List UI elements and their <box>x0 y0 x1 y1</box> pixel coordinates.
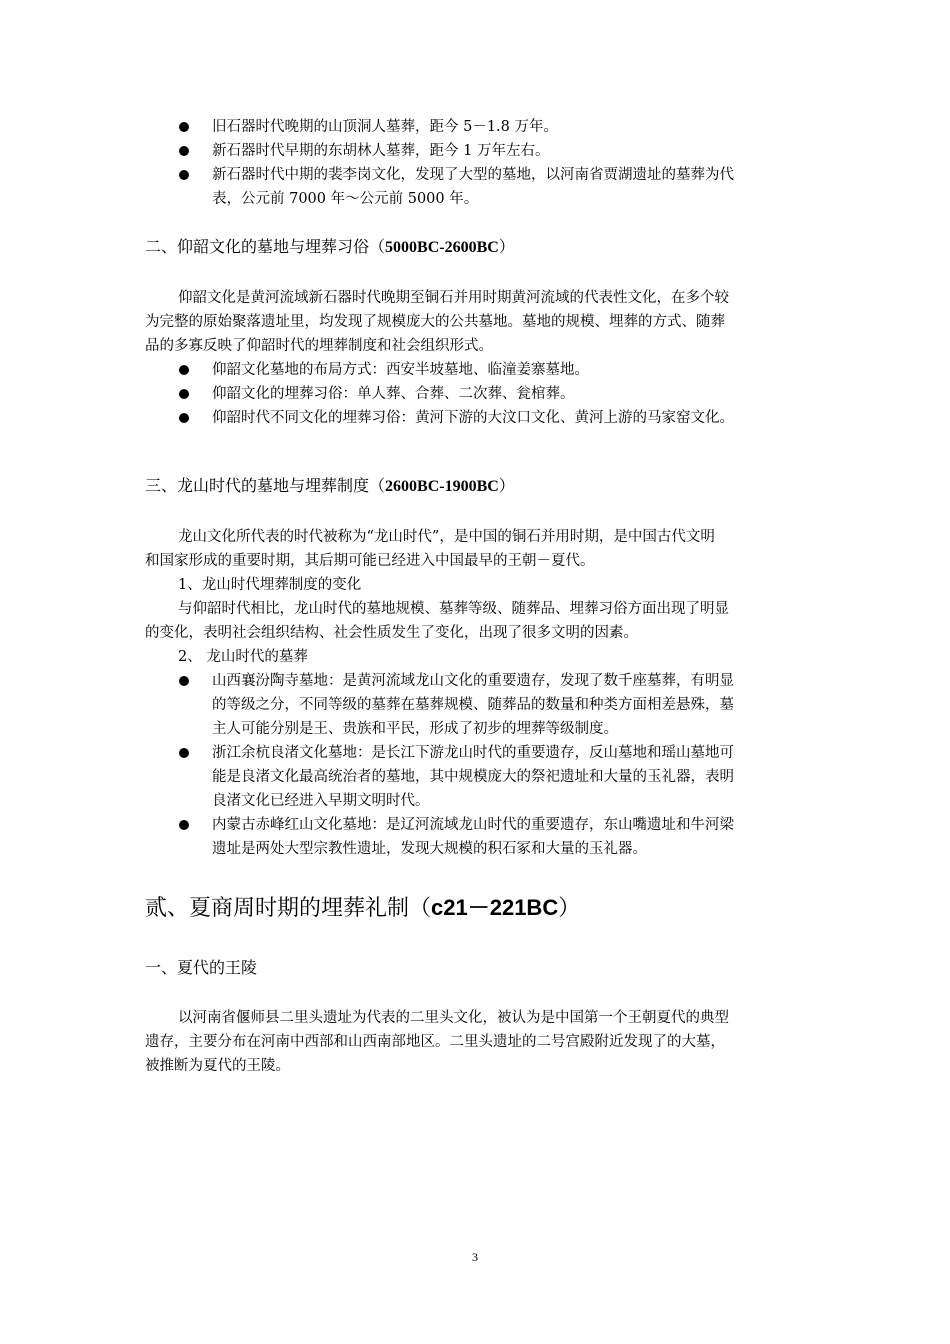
paragraph <box>145 525 810 573</box>
bullet-text: 山西襄汾陶寺墓地：是黄河流域龙山文化的重要遗存，发现了数千座墓葬，有明显 <box>212 673 734 689</box>
list-item <box>145 813 810 861</box>
heading-text: 一、夏代的王陵 <box>145 958 258 977</box>
bullet-icon <box>179 122 189 132</box>
bullet-icon <box>179 748 189 758</box>
bullet-text: 良渚文化已经进入早期文明时代。 <box>212 793 430 809</box>
paragraph <box>145 286 810 358</box>
list-item <box>145 139 810 163</box>
bullet-icon <box>179 170 189 180</box>
heading-date-range: 2600BC-1900BC <box>385 478 499 495</box>
page-number: 3 <box>472 1250 478 1264</box>
heading-text: ） <box>498 476 515 495</box>
list-item <box>145 115 810 139</box>
list-item <box>145 406 810 430</box>
bullet-text: 内蒙古赤峰红山文化墓地：是辽河流域龙山时代的重要遗存，东山嘴遗址和牛河梁 <box>212 817 734 833</box>
bullet-text: 浙江余杭良渚文化墓地：是长江下游龙山时代的重要遗存，反山墓地和瑶山墓地可 <box>212 745 734 761</box>
list-item <box>145 382 810 406</box>
bullet-text: 仰韶文化的埋葬习俗：单人葬、合葬、二次葬、瓮棺葬。 <box>212 386 575 402</box>
heading-date-range: 5000BC-2600BC <box>385 239 499 256</box>
bullet-icon <box>179 365 189 375</box>
page-content <box>145 115 810 1078</box>
heading-date-range: c21－221BC <box>431 895 559 920</box>
paragraph-line: 与仰韶时代相比，龙山时代的墓地规模、墓葬等级、随葬品、埋葬习俗方面出现了明显 <box>178 601 729 617</box>
list-item <box>145 163 810 211</box>
paragraph-line: 的变化，表明社会组织结构、社会性质发生了变化，出现了很多文明的因素。 <box>145 625 638 641</box>
bullet-text: 遗址是两处大型宗教性遗址，发现大规模的积石冢和大量的玉礼器。 <box>212 841 647 857</box>
paragraph-line: 为完整的原始聚落遗址里，均发现了规模庞大的公共墓地。墓地的规模、埋葬的方式、随葬 <box>145 314 725 330</box>
bullet-text: 仰韶时代不同文化的埋葬习俗：黄河下游的大汶口文化、黄河上游的马家窑文化。 <box>212 410 734 426</box>
bullet-text: 的等级之分，不同等级的墓葬在墓葬规模、随葬品的数量和种类方面相差悬殊，墓 <box>212 697 734 713</box>
paragraph-line: 以河南省偃师县二里头遗址为代表的二里头文化，被认为是中国第一个王朝夏代的典型 <box>178 1010 729 1026</box>
list-item <box>145 358 810 382</box>
bullet-icon <box>179 413 189 423</box>
bullet-list-top <box>145 115 810 211</box>
bullet-text: 新石器时代早期的东胡林人墓葬，距今 1 万年左右。 <box>212 143 550 159</box>
paragraph-line: 龙山文化所代表的时代被称为“龙山时代”，是中国的铜石并用时期，是中国古代文明 <box>178 529 715 545</box>
paragraph-line: 品的多寡反映了仰韶时代的埋葬制度和社会组织形式。 <box>145 338 493 354</box>
section-heading-yangshao <box>145 235 810 260</box>
chapter-heading <box>145 893 810 924</box>
paragraph-line: 和国家形成的重要时期，其后期可能已经进入中国最早的王朝－夏代。 <box>145 553 595 569</box>
list-item <box>145 669 810 741</box>
section-heading-xia <box>145 956 810 980</box>
bullet-icon <box>179 146 189 156</box>
heading-text: 三、龙山时代的墓地与埋葬制度（ <box>145 476 386 495</box>
bullet-text: 旧石器时代晚期的山顶洞人墓葬，距今 5－1.8 万年。 <box>212 119 559 135</box>
paragraph-line: 被推断为夏代的王陵。 <box>145 1058 290 1074</box>
bullet-text: 表，公元前 7000 年～公元前 5000 年。 <box>212 191 479 207</box>
paragraph-line: 仰韶文化是黄河流域新石器时代晚期至铜石并用时期黄河流域的代表性文化，在多个较 <box>178 290 729 306</box>
paragraph <box>145 597 810 645</box>
bullet-list-yangshao <box>145 358 810 430</box>
bullet-list-longshan <box>145 669 810 861</box>
paragraph <box>145 1006 810 1078</box>
bullet-text: 主人可能分别是王、贵族和平民，形成了初步的埋葬等级制度。 <box>212 721 618 737</box>
heading-text: 贰、夏商周时期的埋葬礼制（ <box>145 896 432 921</box>
subheading: 2、 龙山时代的墓葬 <box>178 649 308 665</box>
bullet-icon <box>179 676 189 686</box>
list-item <box>145 741 810 813</box>
bullet-text: 仰韶文化墓地的布局方式：西安半坡墓地、临潼姜寨墓地。 <box>212 362 589 378</box>
heading-text: ） <box>558 896 581 921</box>
bullet-text: 新石器时代中期的裴李岗文化，发现了大型的墓地，以河南省贾湖遗址的墓葬为代 <box>212 167 734 183</box>
paragraph-line: 遗存，主要分布在河南中西部和山西南部地区。二里头遗址的二号宫殿附近发现了的大墓， <box>145 1034 725 1050</box>
bullet-text: 能是良渚文化最高统治者的墓地，其中规模庞大的祭祀遗址和大量的玉礼器，表明 <box>212 769 734 785</box>
section-heading-longshan <box>145 474 810 499</box>
heading-text: ） <box>498 237 515 256</box>
subheading: 1、龙山时代埋葬制度的变化 <box>178 577 362 593</box>
bullet-icon <box>179 389 189 399</box>
heading-text: 二、仰韶文化的墓地与埋葬习俗（ <box>145 237 386 256</box>
bullet-icon <box>179 820 189 830</box>
